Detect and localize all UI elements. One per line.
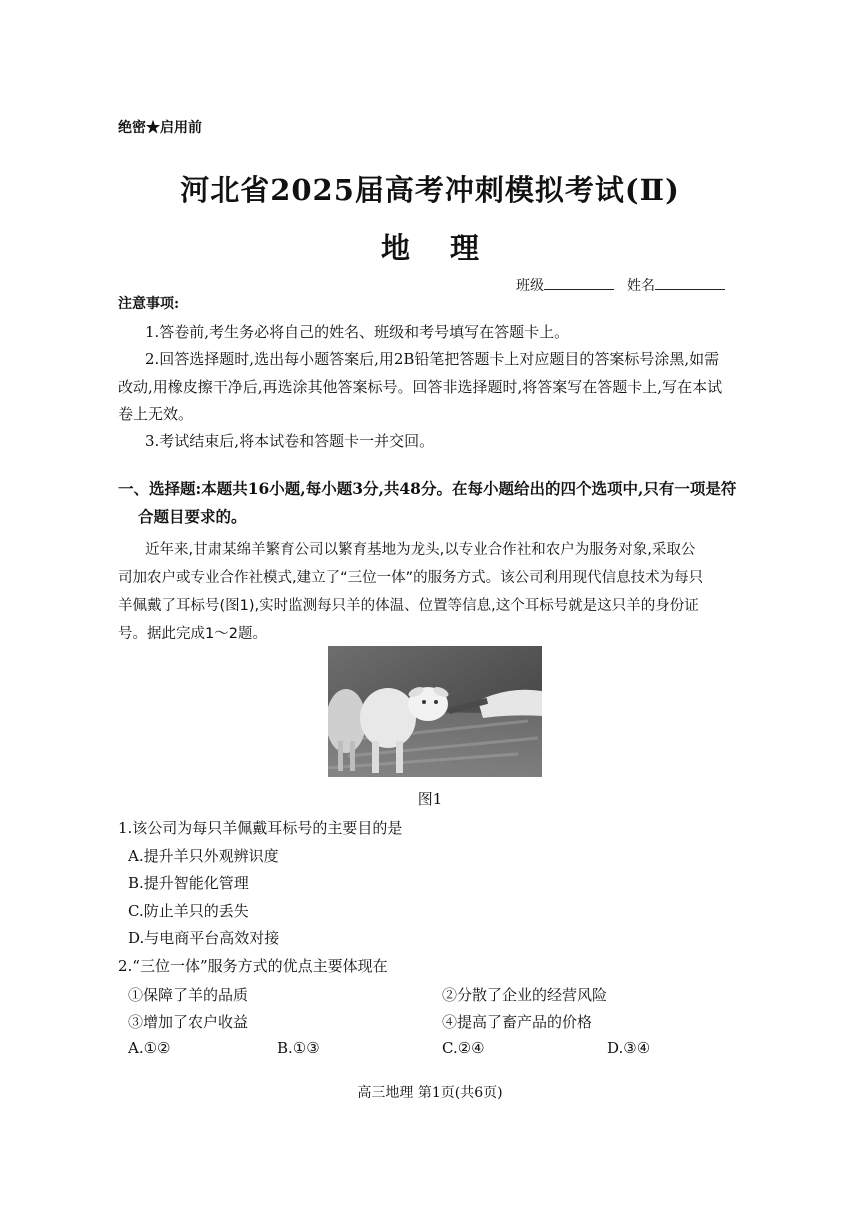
q1-option-b: B.提升智能化管理 [128,874,249,892]
q2-statement-2: ②分散了企业的经营风险 [442,986,608,1004]
name-blank [655,277,725,290]
page-footer: 高三地理 第1页(共6页) [357,1085,503,1101]
q2-statement-3: ③增加了农户收益 [128,1013,249,1031]
confidential-mark: 绝密★启用前 [118,120,202,136]
q2-option-d: D.③④ [607,1039,651,1057]
lamb-photo-illustration [328,646,542,777]
q1-option-a: A.提升羊只外观辨识度 [128,847,279,865]
notice-item-2-line2: 改动,用橡皮擦干净后,再选涂其他答案标号。回答非选择题时,将答案写在答题卡上,写在本试 [118,378,723,396]
class-field [516,275,614,295]
class-label: 班级 [516,278,544,294]
class-blank [544,277,614,290]
section-heading-line1: 一、选择题:本题共16小题,每小题3分,共48分。在每小题给出的四个选项中,只有一项是符 [118,479,737,498]
passage-line2: 司加农户或专业合作社模式,建立了“三位一体”的服务方式。该公司利用现代信息技术为每只 [118,570,704,586]
exam-title: 河北省2025届高考冲刺模拟考试(Ⅱ) [180,173,680,207]
q2-option-a: A.①② [128,1039,171,1057]
notice-item-2-line3: 卷上无效。 [118,405,194,423]
section-heading-line2: 合题目要求的。 [138,507,247,526]
name-field [627,275,725,295]
name-label: 姓名 [627,278,655,294]
notice-item-2-line1: 2.回答选择题时,选出每小题答案后,用2B铅笔把答题卡上对应题目的答案标号涂黑,如需 [145,350,720,368]
q1-option-d: D.与电商平台高效对接 [128,929,280,947]
notice-item-3: 3.考试结束后,将本试卷和答题卡一并交回。 [145,432,435,450]
notice-heading: 注意事项: [118,296,180,312]
lamb-ear-tag-photo [328,646,542,777]
passage-line1: 近年来,甘肃某绵羊繁育公司以繁育基地为龙头,以专业合作社和农户为服务对象,采取公 [145,542,696,558]
q2-statement-4: ④提高了畜产品的价格 [442,1013,593,1031]
passage-line3: 羊佩戴了耳标号(图1),实时监测每只羊的体温、位置等信息,这个耳标号就是这只羊的身份证 [118,598,699,614]
q1-option-c: C.防止羊只的丢失 [128,902,249,920]
q2-stem: 2.“三位一体”服务方式的优点主要体现在 [118,957,388,975]
q2-option-b: B.①③ [277,1039,320,1057]
q2-statement-1: ①保障了羊的品质 [128,986,249,1004]
passage-line4: 号。据此完成1～2题。 [118,626,267,642]
q1-stem: 1.该公司为每只羊佩戴耳标号的主要目的是 [118,819,403,837]
q2-option-c: C.②④ [442,1039,485,1057]
notice-item-1: 1.答卷前,考生务必将自己的姓名、班级和考号填写在答题卡上。 [145,323,570,341]
figure-caption: 图1 [417,790,443,808]
subject-title: 地 理 [380,231,480,265]
